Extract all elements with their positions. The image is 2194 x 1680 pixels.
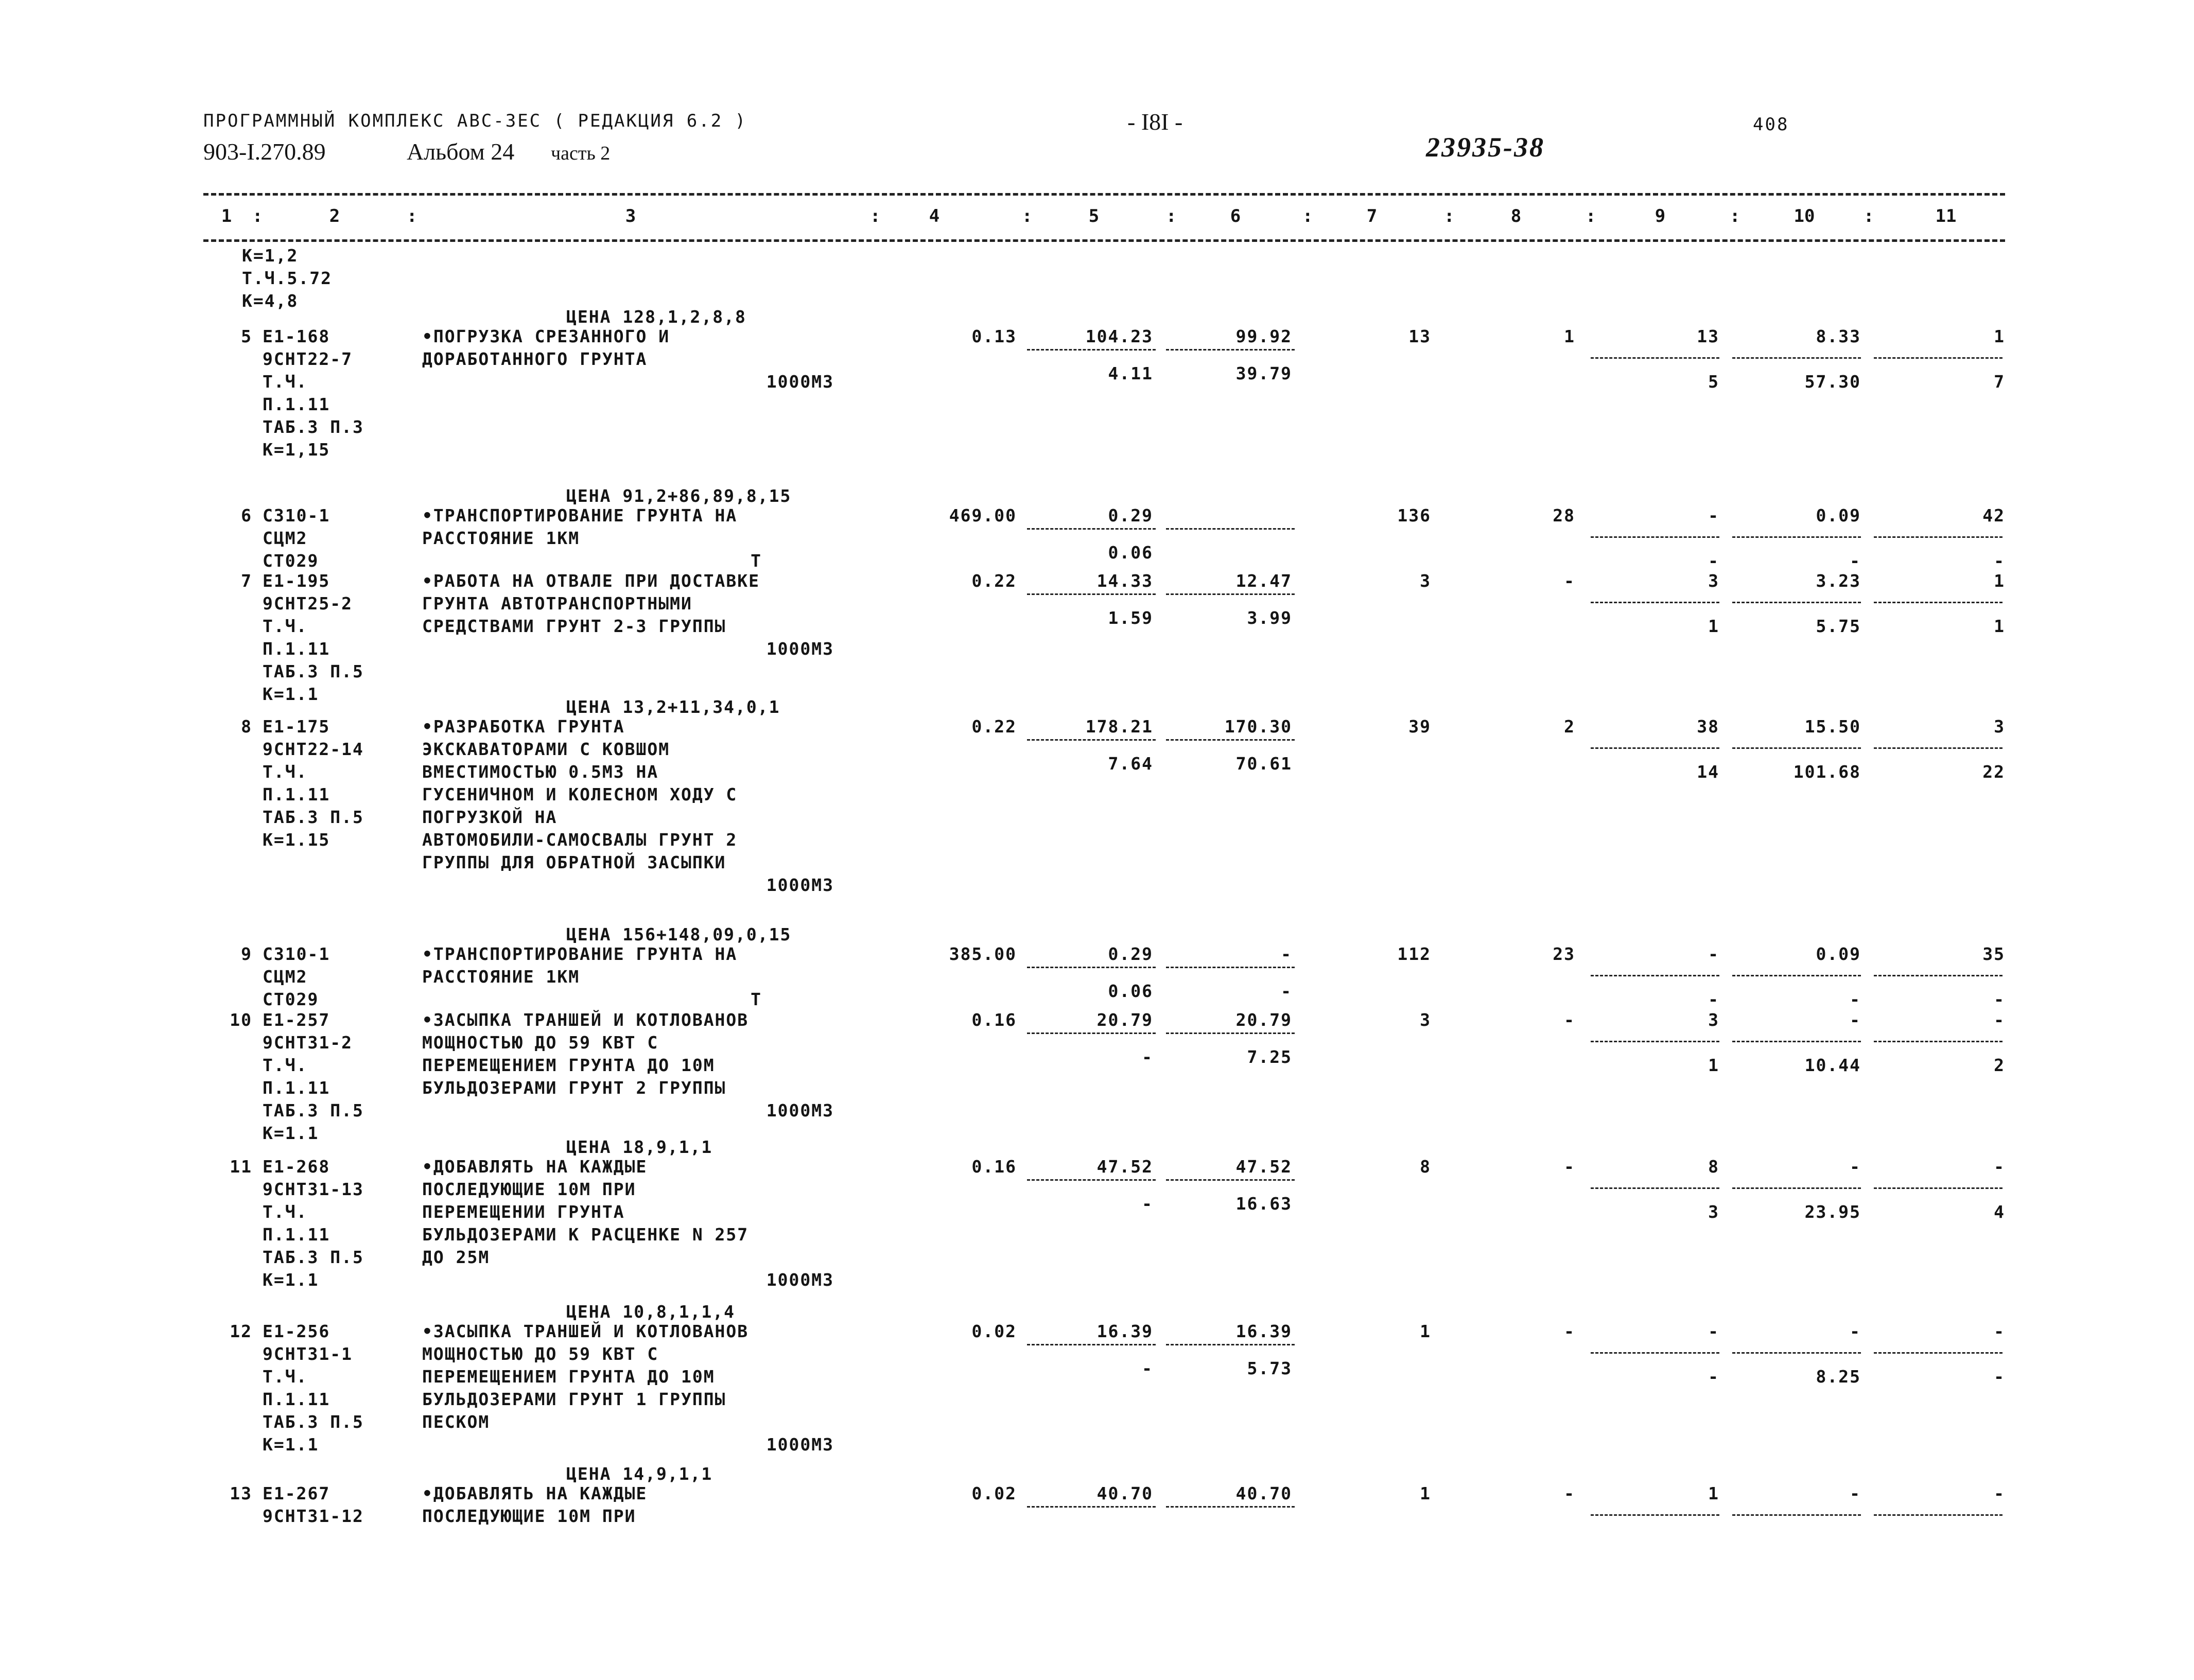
unit-cost-sub: 7.25	[1247, 1047, 1292, 1067]
quantity: 0.22	[971, 571, 1017, 591]
cost-total: 13	[1408, 326, 1431, 346]
code-line: К=1.1	[263, 684, 319, 704]
cost-salary: 28	[1553, 505, 1575, 526]
unit-cost-sub: 16.63	[1235, 1194, 1292, 1214]
labour-value: 1	[1994, 571, 2005, 591]
labour-sub: 1	[1994, 616, 2005, 636]
description-line: АВТОМОБИЛИ-САМОСВАЛЫ ГРУНТ 2	[422, 830, 738, 850]
description-line: МОЩНОСТЬЮ ДО 59 КВТ С	[422, 1032, 659, 1053]
cell-divider	[1027, 1506, 1156, 1508]
description-line: ПОСЛЕДУЮЩИЕ 10М ПРИ	[422, 1179, 636, 1199]
cost-salary: -	[1564, 1157, 1575, 1177]
cell-divider	[1027, 1344, 1156, 1345]
cell-divider	[1874, 747, 2003, 749]
code-line: П.1.11	[263, 1389, 330, 1409]
cost-salary: -	[1564, 1321, 1575, 1341]
description-line: ДО 25М	[422, 1247, 490, 1267]
code-line: П.1.11	[263, 394, 330, 414]
code-line: 9СНТ31-13	[263, 1179, 364, 1199]
code-line: Т.Ч.5.72	[242, 268, 332, 288]
column-separator: :	[1586, 206, 1596, 226]
cost-total: 3	[1420, 571, 1431, 591]
labour-value: -	[1708, 505, 1719, 526]
price-line: ЦЕНА 14,9,1,1	[566, 1464, 713, 1484]
description-line: ПЕРЕМЕЩЕНИЕМ ГРУНТА ДО 10М	[422, 1367, 715, 1387]
code-line: С310-1	[263, 505, 330, 526]
labour-value: 3	[1708, 1010, 1719, 1030]
cell-divider	[1027, 593, 1156, 595]
quantity: 0.02	[971, 1321, 1017, 1341]
labour-value: -	[1994, 1483, 2005, 1503]
quantity: 469.00	[949, 505, 1017, 526]
price-line: ЦЕНА 156+148,09,0,15	[566, 924, 792, 944]
unit-cost-total: 178.21	[1085, 716, 1153, 737]
description-line: •РАЗРАБОТКА ГРУНТА	[422, 716, 625, 737]
cell-divider	[1166, 739, 1295, 741]
cell-divider	[1166, 349, 1295, 351]
code-line: К=1.15	[263, 830, 330, 850]
labour-sub: -	[1994, 1367, 2005, 1387]
code-line: П.1.11	[263, 639, 330, 659]
price-line: ЦЕНА 10,8,1,1,4	[566, 1302, 736, 1322]
column-header-11: 11	[1935, 206, 1957, 226]
album-label: Альбом 24	[407, 138, 515, 165]
cell-divider	[1874, 1187, 2003, 1189]
cell-divider	[1166, 528, 1295, 530]
labour-sub: -	[1850, 989, 1861, 1009]
quantity: 385.00	[949, 944, 1017, 964]
code-line: К=1.1	[263, 1270, 319, 1290]
cell-divider	[1166, 1032, 1295, 1034]
code-line: Е1-195	[263, 571, 330, 591]
unit-cost-total: 14.33	[1096, 571, 1153, 591]
code-line: Т.Ч.	[263, 1367, 308, 1387]
description-line: •ДОБАВЛЯТЬ НА КАЖДЫЕ	[422, 1483, 648, 1503]
cell-divider	[1732, 1352, 1861, 1354]
column-separator: :	[1302, 206, 1313, 226]
code-line: СЦМ2	[263, 528, 308, 548]
description-line: •ЗАСЫПКА ТРАНШЕЙ И КОТЛОВАНОВ	[422, 1010, 749, 1030]
unit-cost-sub: 1.59	[1108, 608, 1153, 628]
column-header-3: 3	[625, 206, 636, 226]
description-line: БУЛЬДОЗЕРАМИ ГРУНТ 2 ГРУППЫ	[422, 1078, 726, 1098]
labour-sub: -	[1994, 989, 2005, 1009]
row-number: 9	[241, 944, 252, 964]
description-line: ПЕРЕМЕЩЕНИЕМ ГРУНТА ДО 10М	[422, 1055, 715, 1075]
code-line: К=1.1	[263, 1123, 319, 1143]
code-line: Е1-256	[263, 1321, 330, 1341]
unit-cost-sub: 39.79	[1235, 363, 1292, 383]
unit-label: 1000М3	[766, 1434, 834, 1455]
cell-divider	[1027, 349, 1156, 351]
labour-value: 13	[1697, 326, 1719, 346]
description-line: РАССТОЯНИЕ 1КМ	[422, 528, 580, 548]
description-line: •ПОГРУЗКА СРЕЗАННОГО И	[422, 326, 670, 346]
cell-divider	[1166, 1179, 1295, 1181]
price-line: ЦЕНА 13,2+11,34,0,1	[566, 697, 780, 717]
cost-salary: 1	[1564, 326, 1575, 346]
description-line: ГУСЕНИЧНОМ И КОЛЕСНОМ ХОДУ С	[422, 784, 738, 804]
cell-divider	[1732, 602, 1861, 603]
code-line: К=4,8	[242, 291, 299, 311]
row-number: 8	[241, 716, 252, 737]
labour-sub: 14	[1697, 762, 1719, 782]
cost-total: 39	[1408, 716, 1431, 737]
code-line: ТАБ.3 П.5	[263, 661, 364, 681]
labour-sub: 8.25	[1816, 1367, 1861, 1387]
labour-value: -	[1708, 1321, 1719, 1341]
code-line: СТ029	[263, 551, 319, 571]
unit-label: 1000М3	[766, 639, 834, 659]
description-line: ПОГРУЗКОЙ НА	[422, 807, 558, 827]
code-line: Е1-168	[263, 326, 330, 346]
unit-cost-sub: 5.73	[1247, 1358, 1292, 1378]
description-line: ПЕРЕМЕЩЕНИИ ГРУНТА	[422, 1202, 625, 1222]
cost-total: 8	[1420, 1157, 1431, 1177]
labour-value: 3.23	[1816, 571, 1861, 591]
column-separator: :	[1864, 206, 1874, 226]
cell-divider	[1732, 747, 1861, 749]
description-line: •ТРАНСПОРТИРОВАНИЕ ГРУНТА НА	[422, 505, 738, 526]
cell-divider	[1874, 975, 2003, 976]
unit-cost-salary: 47.52	[1235, 1157, 1292, 1177]
price-line: ЦЕНА 91,2+86,89,8,15	[566, 486, 792, 506]
unit-cost-total: 47.52	[1096, 1157, 1153, 1177]
row-number: 10	[230, 1010, 252, 1030]
column-separator: :	[1444, 206, 1455, 226]
labour-value: 0.09	[1816, 505, 1861, 526]
row-number: 13	[230, 1483, 252, 1503]
labour-value: 8.33	[1816, 326, 1861, 346]
code-line: СТ029	[263, 989, 319, 1009]
cell-divider	[1166, 593, 1295, 595]
cell-divider	[1166, 967, 1295, 968]
quantity: 0.16	[971, 1157, 1017, 1177]
cost-total: 1	[1420, 1483, 1431, 1503]
labour-value: -	[1850, 1483, 1861, 1503]
cost-total: 1	[1420, 1321, 1431, 1341]
column-header-5: 5	[1088, 206, 1100, 226]
row-number: 5	[241, 326, 252, 346]
cell-divider	[1591, 602, 1719, 603]
unit-label: Т	[751, 989, 762, 1009]
labour-value: 1	[1994, 326, 2005, 346]
code-line: К=1,2	[242, 246, 299, 266]
labour-sub: -	[1708, 1367, 1719, 1387]
code-line: П.1.11	[263, 784, 330, 804]
description-line: СРЕДСТВАМИ ГРУНТ 2-3 ГРУППЫ	[422, 616, 726, 636]
sheet-number: 408	[1753, 114, 1789, 135]
labour-sub: 7	[1994, 372, 2005, 392]
cost-total: 136	[1397, 505, 1431, 526]
cell-divider	[1732, 1041, 1861, 1042]
column-header-7: 7	[1366, 206, 1378, 226]
code-line: 9СНТ25-2	[263, 593, 353, 614]
labour-value: 3	[1994, 716, 2005, 737]
code-line: Т.Ч.	[263, 1055, 308, 1075]
description-line: ВМЕСТИМОСТЬЮ 0.5М3 НА	[422, 762, 659, 782]
description-line: ПЕСКОМ	[422, 1412, 490, 1432]
row-number: 11	[230, 1157, 252, 1177]
labour-sub: -	[1994, 551, 2005, 571]
labour-value: 42	[1982, 505, 2005, 526]
cell-divider	[1874, 1041, 2003, 1042]
quantity: 0.22	[971, 716, 1017, 737]
column-header-1: 1	[221, 206, 232, 226]
cell-divider	[1027, 528, 1156, 530]
unit-cost-sub: 4.11	[1108, 363, 1153, 383]
cell-divider	[1732, 975, 1861, 976]
description-line: •ЗАСЫПКА ТРАНШЕЙ И КОТЛОВАНОВ	[422, 1321, 749, 1341]
labour-sub: 101.68	[1793, 762, 1861, 782]
cell-divider	[1732, 1514, 1861, 1516]
labour-value: 35	[1982, 944, 2005, 964]
column-separator: :	[252, 206, 263, 226]
unit-cost-total: 20.79	[1096, 1010, 1153, 1030]
code-line: ТАБ.3 П.5	[263, 1247, 364, 1267]
column-separator: :	[870, 206, 881, 226]
labour-sub: 3	[1708, 1202, 1719, 1222]
labour-value: -	[1994, 1321, 2005, 1341]
code-line: 9СНТ31-1	[263, 1344, 353, 1364]
cell-divider	[1591, 1352, 1719, 1354]
code-line: Т.Ч.	[263, 372, 308, 392]
code-line: П.1.11	[263, 1224, 330, 1245]
cell-divider	[1027, 739, 1156, 741]
code-line: Т.Ч.	[263, 616, 308, 636]
description-line: ПОСЛЕДУЮЩИЕ 10М ПРИ	[422, 1506, 636, 1526]
price-line: ЦЕНА 18,9,1,1	[566, 1137, 713, 1157]
row-number: 6	[241, 505, 252, 526]
unit-label: 1000М3	[766, 1100, 834, 1121]
unit-cost-total: 16.39	[1096, 1321, 1153, 1341]
cost-salary: 2	[1564, 716, 1575, 737]
unit-cost-sub: -	[1142, 1047, 1153, 1067]
labour-sub: -	[1708, 989, 1719, 1009]
quantity: 0.02	[971, 1483, 1017, 1503]
column-header-10: 10	[1793, 206, 1815, 226]
unit-cost-sub: 3.99	[1247, 608, 1292, 628]
code-line: ТАБ.3 П.5	[263, 807, 364, 827]
program-name: ПРОГРАММНЫЙ КОМПЛЕКС АВС-3ЕС ( РЕДАКЦИЯ 6.2 )	[203, 111, 747, 131]
description-line: ДОРАБОТАННОГО ГРУНТА	[422, 349, 648, 369]
quantity: 0.16	[971, 1010, 1017, 1030]
description-line: ГРУППЫ ДЛЯ ОБРАТНОЙ ЗАСЫПКИ	[422, 852, 726, 872]
unit-cost-sub: 7.64	[1108, 754, 1153, 774]
labour-sub: 5.75	[1816, 616, 1861, 636]
description-line: РАССТОЯНИЕ 1КМ	[422, 967, 580, 987]
labour-sub: -	[1708, 551, 1719, 571]
unit-cost-sub: -	[1142, 1358, 1153, 1378]
cell-divider	[1732, 1187, 1861, 1189]
unit-label: 1000М3	[766, 1270, 834, 1290]
code-line: Е1-175	[263, 716, 330, 737]
stamp-number: 23935-38	[1426, 132, 1545, 163]
unit-cost-salary: 99.92	[1235, 326, 1292, 346]
cost-total: 3	[1420, 1010, 1431, 1030]
code-line: 9СНТ31-12	[263, 1506, 364, 1526]
code-line: Е1-268	[263, 1157, 330, 1177]
header-rule-bottom	[203, 239, 2005, 242]
description-line: •РАБОТА НА ОТВАЛЕ ПРИ ДОСТАВКЕ	[422, 571, 760, 591]
description-line: •ДОБАВЛЯТЬ НА КАЖДЫЕ	[422, 1157, 648, 1177]
code-line: С310-1	[263, 944, 330, 964]
cell-divider	[1027, 1032, 1156, 1034]
unit-cost-salary: -	[1281, 944, 1292, 964]
unit-cost-salary: 20.79	[1235, 1010, 1292, 1030]
price-line: ЦЕНА 128,1,2,8,8	[566, 307, 746, 327]
code-line: К=1,15	[263, 440, 330, 460]
cell-divider	[1874, 1514, 2003, 1516]
unit-cost-sub: 0.06	[1108, 981, 1153, 1001]
labour-value: 0.09	[1816, 944, 1861, 964]
cost-salary: -	[1564, 1483, 1575, 1503]
unit-cost-salary: 170.30	[1224, 716, 1292, 737]
description-line: МОЩНОСТЬЮ ДО 59 КВТ С	[422, 1344, 659, 1364]
code-line: Е1-257	[263, 1010, 330, 1030]
labour-value: 38	[1697, 716, 1719, 737]
labour-sub: 57.30	[1804, 372, 1861, 392]
cell-divider	[1732, 357, 1861, 359]
cell-divider	[1591, 1041, 1719, 1042]
cost-salary: 23	[1553, 944, 1575, 964]
row-number: 7	[241, 571, 252, 591]
column-header-9: 9	[1655, 206, 1666, 226]
code-line: СЦМ2	[263, 967, 308, 987]
code-line: ТАБ.3 П.5	[263, 1100, 364, 1121]
column-separator: :	[1022, 206, 1033, 226]
cost-total: 112	[1397, 944, 1431, 964]
part-label: часть 2	[551, 143, 611, 164]
description-line: •ТРАНСПОРТИРОВАНИЕ ГРУНТА НА	[422, 944, 738, 964]
description-line: ЭКСКАВАТОРАМИ С КОВШОМ	[422, 739, 670, 759]
labour-sub: 23.95	[1804, 1202, 1861, 1222]
code-line: ТАБ.3 П.5	[263, 1412, 364, 1432]
unit-cost-total: 104.23	[1085, 326, 1153, 346]
labour-sub: 22	[1982, 762, 2005, 782]
unit-cost-sub: 70.61	[1235, 754, 1292, 774]
description-line: БУЛЬДОЗЕРАМИ ГРУНТ 1 ГРУППЫ	[422, 1389, 726, 1409]
code-line: Т.Ч.	[263, 1202, 308, 1222]
code-line: Е1-267	[263, 1483, 330, 1503]
labour-sub: 1	[1708, 1055, 1719, 1075]
cell-divider	[1166, 1506, 1295, 1508]
column-separator: :	[407, 206, 417, 226]
cell-divider	[1591, 1187, 1719, 1189]
column-header-6: 6	[1230, 206, 1241, 226]
code-line: К=1.1	[263, 1434, 319, 1455]
labour-sub: 2	[1994, 1055, 2005, 1075]
labour-value: 8	[1708, 1157, 1719, 1177]
labour-value: -	[1994, 1157, 2005, 1177]
labour-sub: -	[1850, 551, 1861, 571]
cell-divider	[1874, 1352, 2003, 1354]
cell-divider	[1166, 1344, 1295, 1345]
labour-sub: 4	[1994, 1202, 2005, 1222]
unit-cost-salary: 40.70	[1235, 1483, 1292, 1503]
unit-cost-sub: -	[1142, 1194, 1153, 1214]
labour-sub: 1	[1708, 616, 1719, 636]
code-line: 9СНТ22-14	[263, 739, 364, 759]
cell-divider	[1874, 602, 2003, 603]
unit-cost-total: 0.29	[1108, 505, 1153, 526]
description-line: ГРУНТА АВТОТРАНСПОРТНЫМИ	[422, 593, 692, 614]
quantity: 0.13	[971, 326, 1017, 346]
cell-divider	[1591, 357, 1719, 359]
unit-label: 1000М3	[766, 372, 834, 392]
column-header-8: 8	[1510, 206, 1522, 226]
labour-value: -	[1708, 944, 1719, 964]
unit-label: 1000М3	[766, 875, 834, 895]
header-rule-top	[203, 193, 2005, 196]
labour-value: -	[1850, 1010, 1861, 1030]
description-line: БУЛЬДОЗЕРАМИ К РАСЦЕНКЕ N 257	[422, 1224, 749, 1245]
unit-cost-salary: 16.39	[1235, 1321, 1292, 1341]
column-separator: :	[1166, 206, 1177, 226]
cell-divider	[1591, 536, 1719, 538]
code-line: 9СНТ22-7	[263, 349, 353, 369]
labour-value: -	[1994, 1010, 2005, 1030]
code-line: Т.Ч.	[263, 762, 308, 782]
cell-divider	[1027, 1179, 1156, 1181]
labour-value: 1	[1708, 1483, 1719, 1503]
labour-value: 15.50	[1804, 716, 1861, 737]
labour-value: -	[1850, 1321, 1861, 1341]
page-number: - I8I -	[1127, 109, 1183, 135]
labour-sub: 5	[1708, 372, 1719, 392]
labour-value: 3	[1708, 571, 1719, 591]
column-header-2: 2	[329, 206, 340, 226]
cost-salary: -	[1564, 1010, 1575, 1030]
row-number: 12	[230, 1321, 252, 1341]
unit-cost-sub: -	[1281, 981, 1292, 1001]
unit-cost-salary: 12.47	[1235, 571, 1292, 591]
column-separator: :	[1730, 206, 1740, 226]
column-header-4: 4	[929, 206, 940, 226]
cell-divider	[1874, 536, 2003, 538]
code-line: П.1.11	[263, 1078, 330, 1098]
unit-label: Т	[751, 551, 762, 571]
cell-divider	[1591, 1514, 1719, 1516]
unit-cost-total: 0.29	[1108, 944, 1153, 964]
cost-salary: -	[1564, 571, 1575, 591]
code-line: 9СНТ31-2	[263, 1032, 353, 1053]
labour-value: -	[1850, 1157, 1861, 1177]
cell-divider	[1732, 536, 1861, 538]
code-line: ТАБ.3 П.3	[263, 417, 364, 437]
document-code: 903-I.270.89	[203, 138, 326, 165]
cell-divider	[1591, 747, 1719, 749]
cell-divider	[1874, 357, 2003, 359]
unit-cost-total: 40.70	[1096, 1483, 1153, 1503]
unit-cost-sub: 0.06	[1108, 542, 1153, 563]
cell-divider	[1591, 975, 1719, 976]
labour-sub: 10.44	[1804, 1055, 1861, 1075]
cell-divider	[1027, 967, 1156, 968]
